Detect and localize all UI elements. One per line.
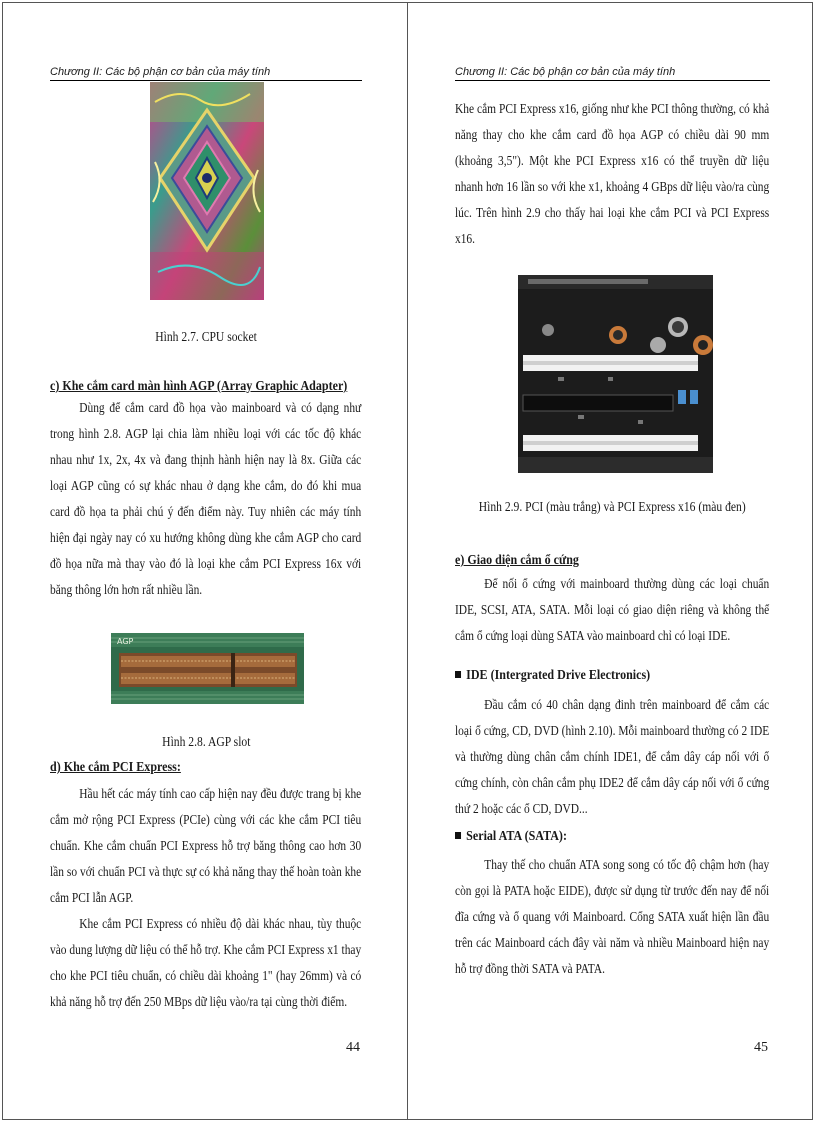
figure-caption: Hình 2.7. CPU socket (155, 329, 257, 344)
section-d-paragraph-2: Khe cắm PCI Express có nhiều độ dài khác nhau, tùy thuộc vào dung lượng dữ liệu có thể hỗ trợ. Khe cắm PCI Express x1 thay cho khe PCI tiêu chuẩn, có chiều dài khoảng 1" (hay 26mm) và có khả năng hỗ trợ đến 250 MBps dữ liệu vào/ra tại cùng thời điểm. (50, 916, 362, 1009)
figure-caption: Hình 2.8. AGP slot (161, 734, 251, 749)
ide-heading: IDE (Intergrated Drive Electronics) (455, 666, 770, 684)
sata-paragraph: Thay thế cho chuẩn ATA song song có tốc độ chậm hơn (hay còn gọi là PATA hoặc EIDE), được sử dụng từ trước đến nay để nối đĩa cứng và ổ quang với Mainboard. Cổng SATA xuất hiện lần đầu trên các Mainboard cách đây vài năm và nhiều Mainboard hiện nay hỗ trợ đồng thời SATA và PATA. (455, 857, 770, 976)
page-header: Chương II: Các bộ phận cơ bản của máy tính (50, 66, 362, 81)
left-page (50, 0, 362, 1123)
section-heading: d) Khe cắm PCI Express: (50, 760, 181, 775)
pci-slots-image (518, 275, 713, 473)
page-divider (407, 2, 408, 1120)
right-page (455, 0, 770, 1123)
page-header: Chương II: Các bộ phận cơ bản của máy tính (455, 66, 770, 81)
ide-paragraph: Đầu cắm có 40 chân dạng đinh trên mainboard để cắm các loại ổ cứng, CD, DVD (hình 2.10). Mỗi mainboard thường có 2 IDE và thường dùng chân cắm chính IDE1, để cắm dây cáp nối với ổ cứng chính, còn chân cắm phụ IDE2 để cắm dây cáp nối với ổ cứng thứ 2 hoặc các ổ CD, DVD... (455, 697, 770, 816)
section-heading: e) Giao diện cắm ổ cứng (455, 553, 579, 568)
page-number: 44 (346, 1040, 360, 1055)
square-bullet-icon (455, 671, 461, 678)
section-heading: c) Khe cắm card màn hình AGP (Array Graphic Adapter) (50, 379, 348, 394)
cpu-socket-image (150, 82, 264, 300)
agp-label: AGP (117, 637, 134, 646)
section-c-paragraph: Dùng để cắm card đồ họa vào mainboard và có dạng như trong hình 2.8. AGP lại chia làm nhiều loại với các tốc độ khác nhau như 1x, 2x, 4x và đang thịnh hành hiện nay là 8x. Giữa các loại AGP cũng có sự khác nhau ở dạng khe cắm, do đó khi mua card đồ họa ta phải chú ý đến điểm này. Tuy nhiên các máy tính hiện đại ngày nay có xu hướng không dùng khe cắm AGP cho card đồ họa nữa mà thay vào đó là loại khe cắm PCI Express 16x với băng thông lớn hơn rất nhiều lần. (50, 400, 362, 597)
sata-heading: Serial ATA (SATA): (455, 827, 770, 845)
square-bullet-icon (455, 832, 461, 839)
section-e-paragraph: Để nối ổ cứng với mainboard thường dùng các loại chuẩn IDE, SCSI, ATA, SATA. Mỗi loại có giao diện riêng và không thể cắm ổ cứng loại dùng SATA vào mainboard chỉ có loại IDE. (455, 576, 770, 643)
figure-caption: Hình 2.9. PCI (màu trắng) và PCI Express x16 (màu đen) (478, 499, 746, 514)
intro-paragraph: Khe cắm PCI Express x16, giống như khe PCI thông thường, có khả năng thay cho khe cắm card đồ họa AGP có chiều dài 90 mm (khoảng 3,5"). Một khe PCI Express x16 có thể truyền dữ liệu nhanh hơn 16 lần so với khe x1, khoảng 4 GBps dữ liệu vào/ra cùng lúc. Trên hình 2.9 cho thấy hai loại khe cắm PCI và PCI Express x16. (455, 101, 770, 246)
page-number: 45 (754, 1040, 768, 1055)
agp-slot-image (111, 633, 304, 704)
section-d-paragraph-1: Hầu hết các máy tính cao cấp hiện nay đều được trang bị khe cắm mở rộng PCI Express (PCIe) cùng với các khe cắm PCI tiêu chuẩn. Khe cắm chuẩn PCI Express hỗ trợ băng thông cao hơn 30 lần so với chuẩn PCI và thực sự có khả năng thay thế hoàn toàn khe cắm PCI lẫn AGP. (50, 786, 362, 905)
